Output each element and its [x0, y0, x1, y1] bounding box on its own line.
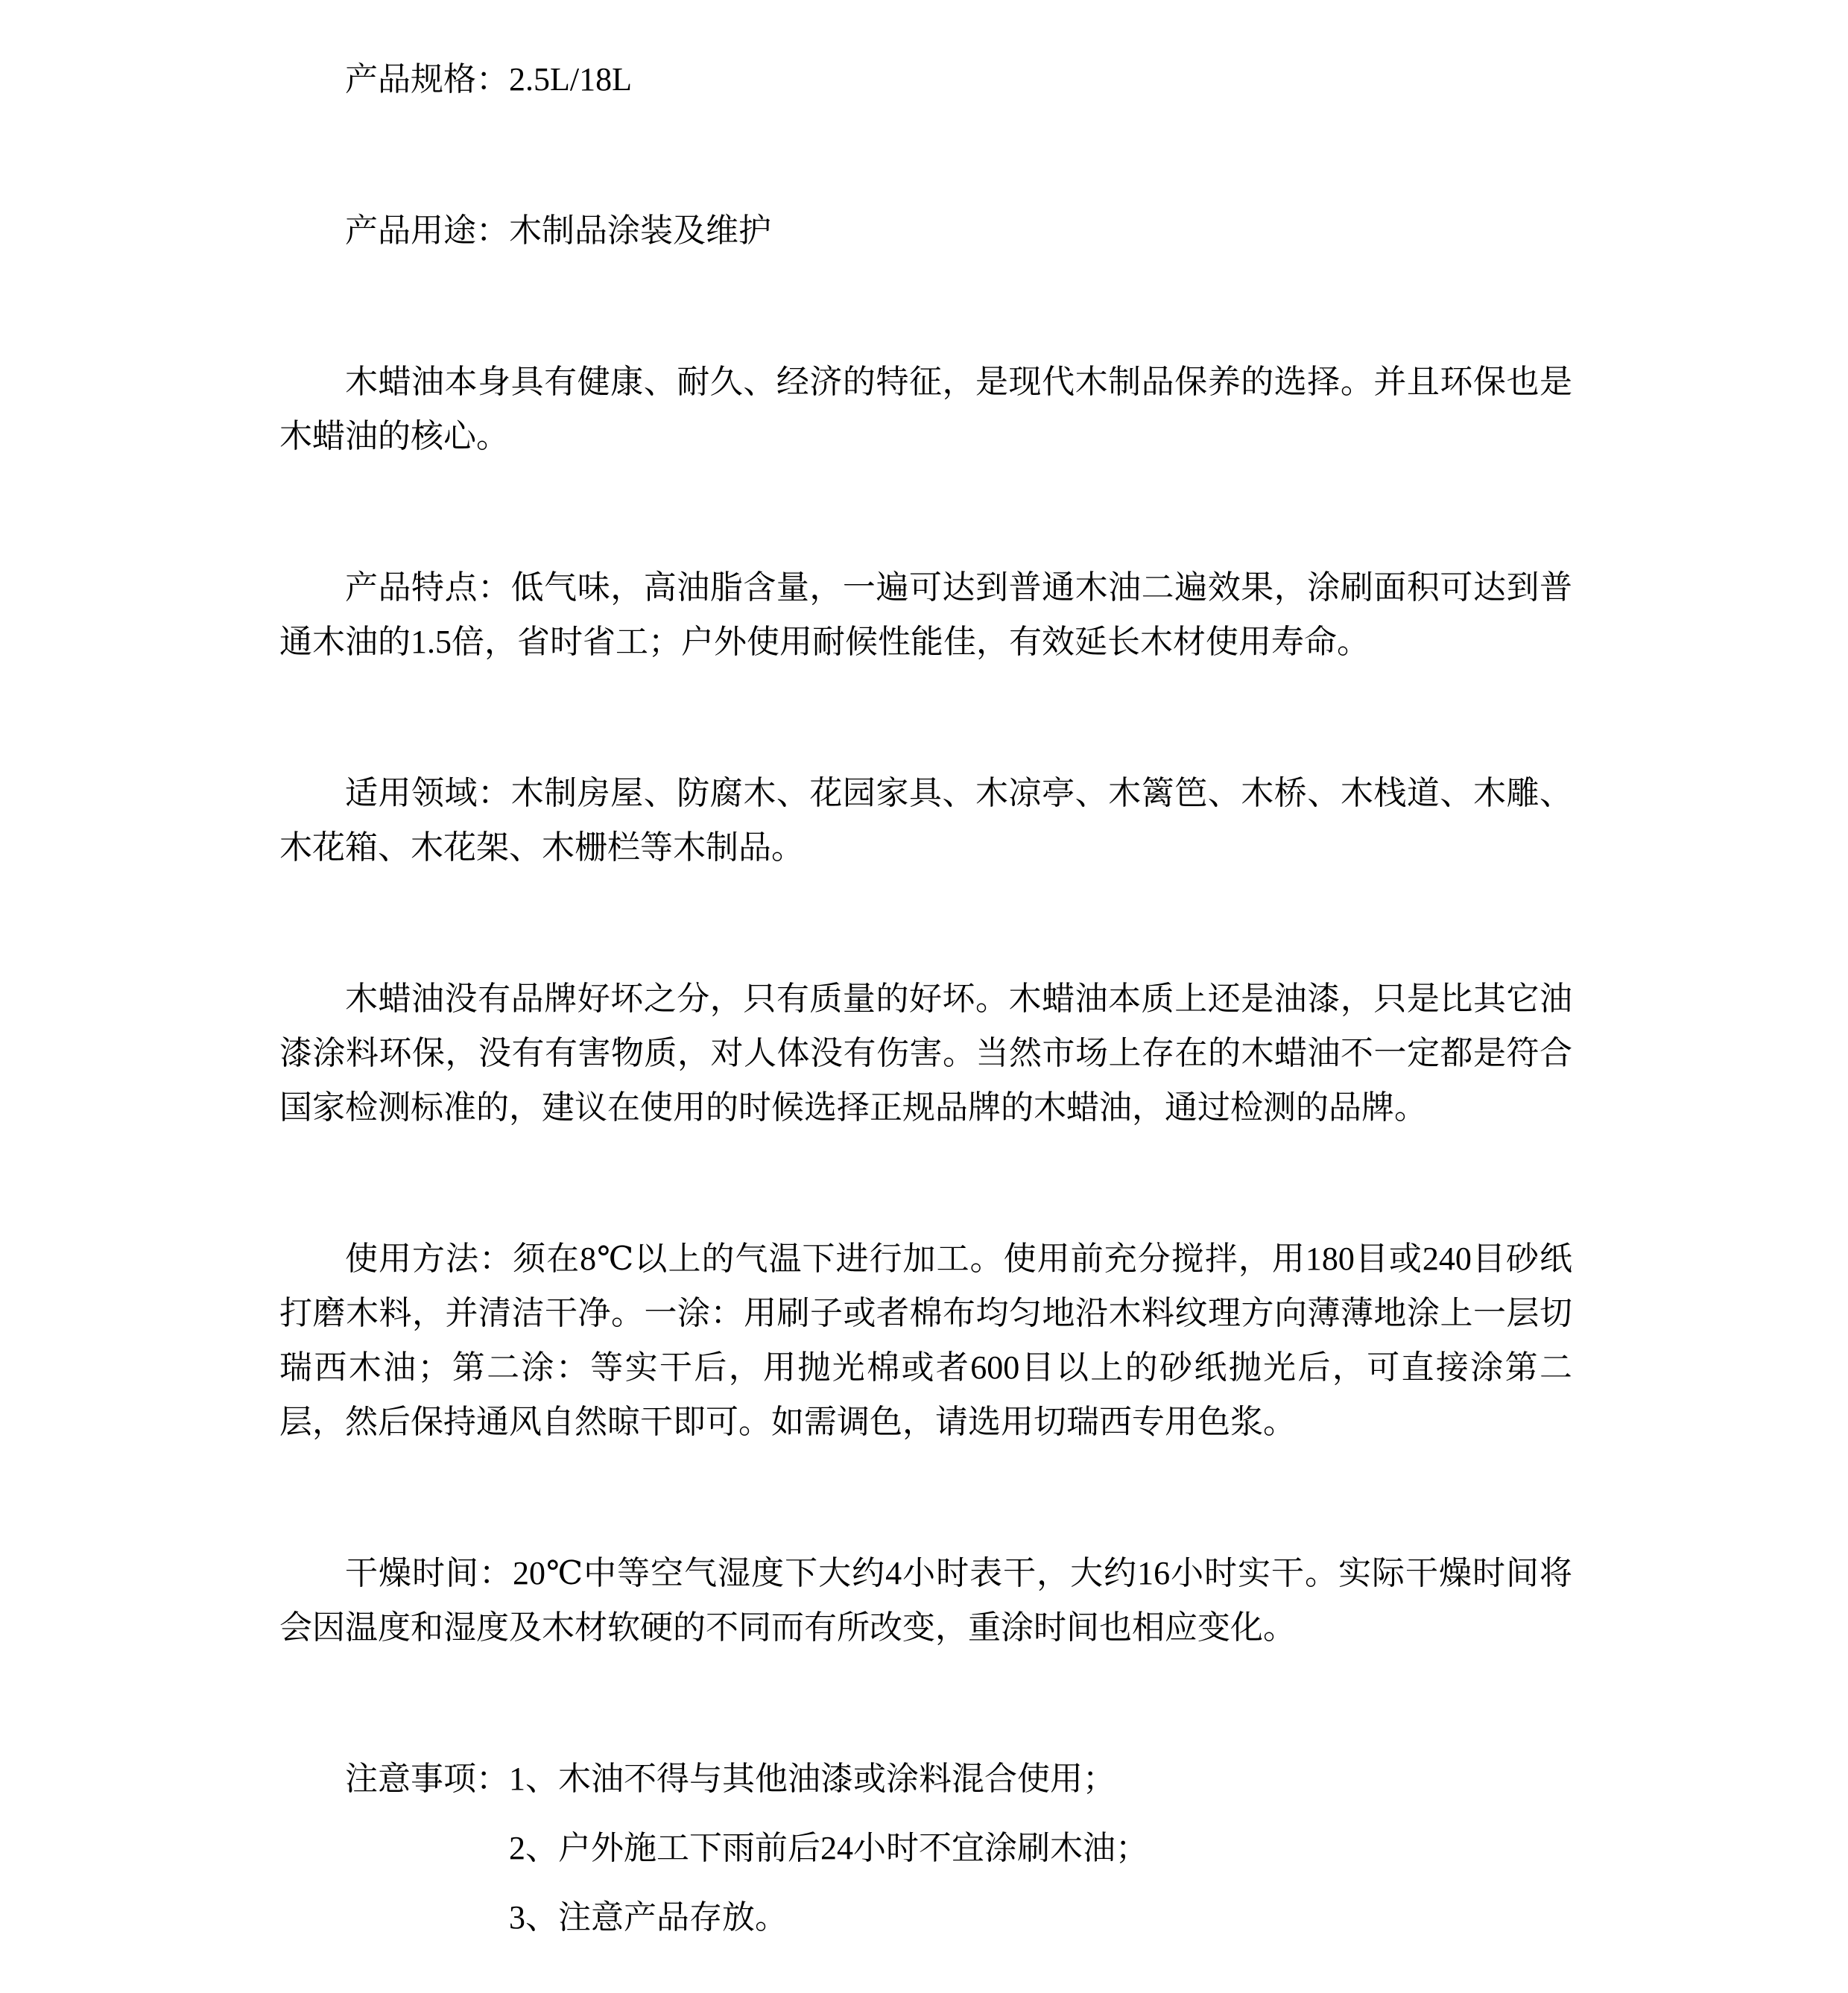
paragraph-applicable-fields: 适用领域：木制房屋、防腐木、花园家具、木凉亭、木篱笆、木桥、木栈道、木雕、木花箱、木花架、木栅栏等木制品。	[279, 775, 1572, 866]
paragraph-product-features: 产品特点：低气味，高油脂含量，一遍可达到普通木油二遍效果，涂刷面积可达到普通木油的1.5倍，省时省工；户外使用耐候性能佳，有效延长木材使用寿命。	[279, 569, 1572, 660]
paragraph-usage-method: 使用方法：须在8℃以上的气温下进行加工。使用前充分搅拌，用180目或240目砂纸打磨木料，并清洁干净。一涂：用刷子或者棉布均匀地沿木料纹理方向薄薄地涂上一层切瑞西木油；第二涂：等实干后，用抛光棉或者600目以上的砂纸抛光后，可直接涂第二层，然后保持通风自然晾干即可。如需调色，请选用切瑞西专用色浆。	[279, 1241, 1572, 1440]
paragraph-quality-note: 木蜡油没有品牌好坏之分，只有质量的好坏。木蜡油本质上还是油漆，只是比其它油漆涂料环保，没有有害物质，对人体没有伤害。当然市场上存在的木蜡油不一定都是符合国家检测标准的，建议在使用的时候选择正规品牌的木蜡油，通过检测的品牌。	[279, 980, 1572, 1126]
paragraph-product-intro: 木蜡油本身具有健康、耐久、经济的特征，是现代木制品保养的选择。并且环保也是木蜡油的核心。	[279, 364, 1572, 454]
paragraph-product-spec: 产品规格：2.5L/18L	[345, 61, 632, 98]
paragraph-product-use: 产品用途：木制品涂装及维护	[345, 212, 771, 249]
paragraph-precaution-3: 3、注意产品存放。	[509, 1899, 788, 1936]
paragraph-precaution-2: 2、户外施工下雨前后24小时不宜涂刷木油；	[509, 1830, 1148, 1866]
paragraph-precaution-1: 注意事项：1、木油不得与其他油漆或涂料混合使用；	[345, 1761, 1116, 1797]
paragraph-drying-time: 干燥时间：20℃中等空气湿度下大约4小时表干，大约16小时实干。实际干燥时间将会因温度和湿度及木材软硬的不同而有所改变，重涂时间也相应变化。	[279, 1555, 1572, 1646]
